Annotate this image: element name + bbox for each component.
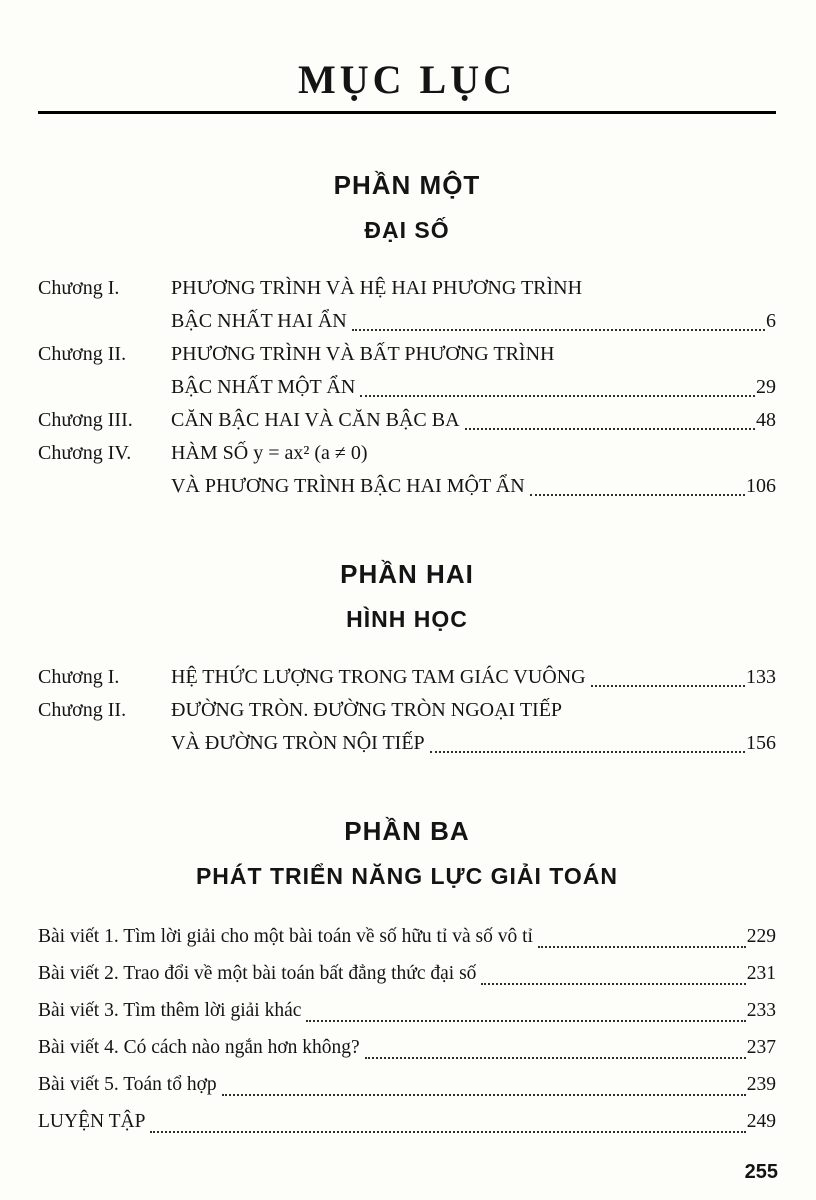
toc-row bbox=[38, 338, 776, 404]
entry-label: Chương II. bbox=[38, 699, 127, 721]
entry-label: Chương IV. bbox=[38, 442, 132, 464]
entry-line bbox=[171, 661, 776, 694]
entry-page-number: 239 bbox=[746, 1074, 776, 1095]
toc-row bbox=[38, 1066, 776, 1103]
entry-label: Chương I. bbox=[38, 277, 120, 299]
entry-page-number: 237 bbox=[746, 1037, 776, 1058]
entry-line bbox=[38, 1066, 776, 1103]
entry-body bbox=[38, 992, 776, 1029]
entry-text: HÀM SỐ y = ax² (a ≠ 0) bbox=[171, 442, 368, 464]
entry-text: BẬC NHẤT MỘT ẨN bbox=[171, 376, 356, 398]
entry-page-number: 106 bbox=[746, 475, 776, 497]
dot-leader bbox=[465, 428, 755, 430]
toc-section bbox=[38, 170, 776, 503]
dot-leader bbox=[365, 1057, 746, 1059]
title-rule bbox=[38, 111, 776, 114]
toc-row bbox=[38, 404, 776, 437]
section-subheading: HÌNH HỌC bbox=[346, 606, 468, 632]
entry-page-number: 48 bbox=[756, 409, 776, 431]
dot-leader bbox=[538, 946, 746, 948]
entry-page-number: 233 bbox=[746, 1000, 776, 1021]
entry-list bbox=[38, 661, 776, 760]
entry-text: PHƯƠNG TRÌNH VÀ HỆ HAI PHƯƠNG TRÌNH bbox=[171, 277, 583, 299]
section-subheading: PHÁT TRIỂN NĂNG LỰC GIẢI TOÁN bbox=[195, 863, 619, 889]
entry-text: Bài viết 2. Trao đổi về một bài toán bất đẳng thức đại số bbox=[38, 963, 477, 984]
entry-line bbox=[38, 918, 776, 955]
entry-body bbox=[38, 955, 776, 992]
entry-page-number: 229 bbox=[746, 926, 776, 947]
entry-text: Bài viết 1. Tìm lời giải cho một bài toán về số hữu tỉ và số vô tỉ bbox=[38, 926, 533, 947]
dot-leader bbox=[150, 1131, 745, 1133]
entry-text: Bài viết 3. Tìm thêm lời giải khác bbox=[38, 1000, 302, 1021]
entry-text: BẬC NHẤT HAI ẨN bbox=[171, 310, 347, 332]
toc-row bbox=[38, 272, 776, 338]
entry-line bbox=[171, 305, 776, 338]
dot-leader bbox=[360, 395, 755, 397]
entry-page-number: 231 bbox=[746, 963, 776, 984]
toc-sections bbox=[38, 170, 776, 1140]
entry-line bbox=[38, 1029, 776, 1066]
entry-text: ĐƯỜNG TRÒN. ĐƯỜNG TRÒN NGOẠI TIẾP bbox=[171, 699, 563, 721]
entry-label: Chương II. bbox=[38, 343, 127, 365]
entry-body bbox=[171, 694, 776, 760]
entry-page-number: 249 bbox=[746, 1111, 776, 1132]
entry-text: LUYỆN TẬP bbox=[38, 1111, 146, 1132]
dot-leader bbox=[481, 983, 745, 985]
toc-row bbox=[38, 661, 776, 694]
toc-row bbox=[38, 992, 776, 1029]
entry-label: Chương I. bbox=[38, 666, 120, 688]
entry-label: Chương III. bbox=[38, 409, 133, 431]
entry-list bbox=[38, 272, 776, 503]
section-heading: PHẦN HAI bbox=[340, 559, 474, 589]
dot-leader bbox=[591, 685, 745, 687]
entry-list bbox=[38, 918, 776, 1140]
section-heading: PHẦN BA bbox=[344, 816, 470, 846]
entry-page-number: 29 bbox=[756, 376, 776, 398]
entry-body bbox=[171, 338, 776, 404]
dot-leader bbox=[530, 494, 745, 496]
entry-line bbox=[171, 694, 776, 727]
entry-text: Bài viết 5. Toán tổ hợp bbox=[38, 1074, 217, 1095]
toc-row bbox=[38, 694, 776, 760]
entry-line bbox=[171, 727, 776, 760]
entry-text: VÀ PHƯƠNG TRÌNH BẬC HAI MỘT ẨN bbox=[171, 475, 525, 497]
toc-row bbox=[38, 918, 776, 955]
entry-text: CĂN BẬC HAI VÀ CĂN BẬC BA bbox=[171, 409, 460, 431]
entry-line bbox=[38, 1103, 776, 1140]
dot-leader bbox=[222, 1094, 746, 1096]
entry-line bbox=[38, 992, 776, 1029]
entry-body bbox=[171, 272, 776, 338]
toc-section bbox=[38, 559, 776, 760]
entry-body bbox=[38, 1103, 776, 1140]
dot-leader bbox=[352, 329, 765, 331]
entry-text: VÀ ĐƯỜNG TRÒN NỘI TIẾP bbox=[171, 732, 425, 754]
entry-line bbox=[171, 338, 776, 371]
entry-line bbox=[171, 272, 776, 305]
entry-body bbox=[171, 437, 776, 503]
entry-body bbox=[38, 1029, 776, 1066]
entry-page-number: 156 bbox=[746, 732, 776, 754]
entry-line bbox=[38, 955, 776, 992]
entry-line bbox=[171, 404, 776, 437]
entry-body bbox=[171, 404, 776, 437]
entry-line bbox=[171, 470, 776, 503]
section-heading: PHẦN MỘT bbox=[333, 170, 481, 200]
page-number: 255 bbox=[744, 1161, 778, 1183]
page-title: MỤC LỤC bbox=[298, 57, 516, 102]
entry-body bbox=[38, 918, 776, 955]
toc-section bbox=[38, 816, 776, 1140]
entry-page-number: 133 bbox=[746, 666, 776, 688]
entry-line bbox=[171, 437, 776, 470]
entry-text: Bài viết 4. Có cách nào ngắn hơn không? bbox=[38, 1037, 360, 1058]
toc-row bbox=[38, 1029, 776, 1066]
toc-row bbox=[38, 437, 776, 503]
entry-text: HỆ THỨC LƯỢNG TRONG TAM GIÁC VUÔNG bbox=[171, 666, 586, 688]
entry-body bbox=[171, 661, 776, 694]
toc-row bbox=[38, 1103, 776, 1140]
dot-leader bbox=[430, 751, 745, 753]
toc-row bbox=[38, 955, 776, 992]
entry-body bbox=[38, 1066, 776, 1103]
dot-leader bbox=[306, 1020, 745, 1022]
entry-page-number: 6 bbox=[766, 310, 776, 332]
entry-line bbox=[171, 371, 776, 404]
section-subheading: ĐẠI SỐ bbox=[364, 217, 450, 243]
entry-text: PHƯƠNG TRÌNH VÀ BẤT PHƯƠNG TRÌNH bbox=[171, 343, 555, 365]
